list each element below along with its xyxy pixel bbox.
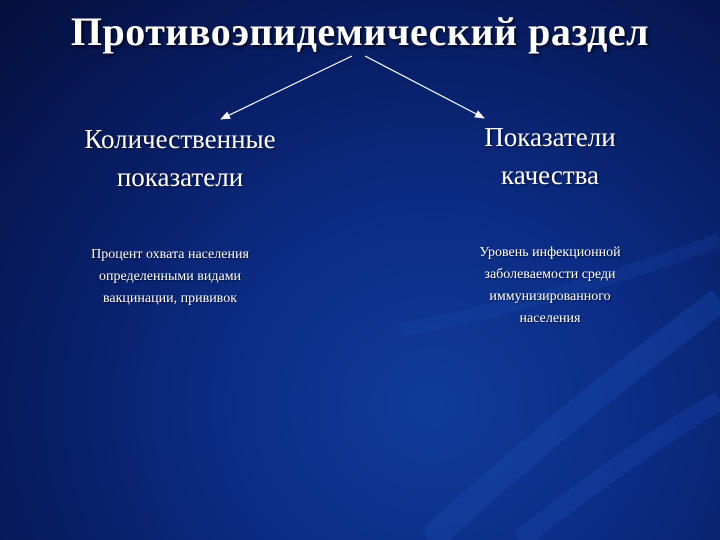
heading-line: качества xyxy=(500,160,599,190)
quantitative-indicators-heading xyxy=(40,120,320,196)
quantitative-indicators-description xyxy=(40,244,300,310)
description-line: определенными видами xyxy=(98,269,242,284)
description-line: населения xyxy=(519,311,581,326)
description-line: Уровень инфекционной xyxy=(479,245,621,260)
description-line: Процент охвата населения xyxy=(91,247,249,262)
slide-title: Противоэпидемический раздел xyxy=(70,9,650,54)
left-arrow xyxy=(221,56,352,119)
description-line: иммунизированного xyxy=(489,289,611,304)
heading-line: Показатели xyxy=(484,122,616,152)
quality-indicators-description xyxy=(430,242,670,330)
description-line: заболеваемости среди xyxy=(484,267,616,282)
quality-indicators-heading xyxy=(410,118,690,194)
description-line: вакцинации, прививок xyxy=(102,291,237,306)
right-arrow xyxy=(365,56,484,118)
heading-line: Количественные xyxy=(84,124,276,154)
heading-line: показатели xyxy=(116,162,244,192)
